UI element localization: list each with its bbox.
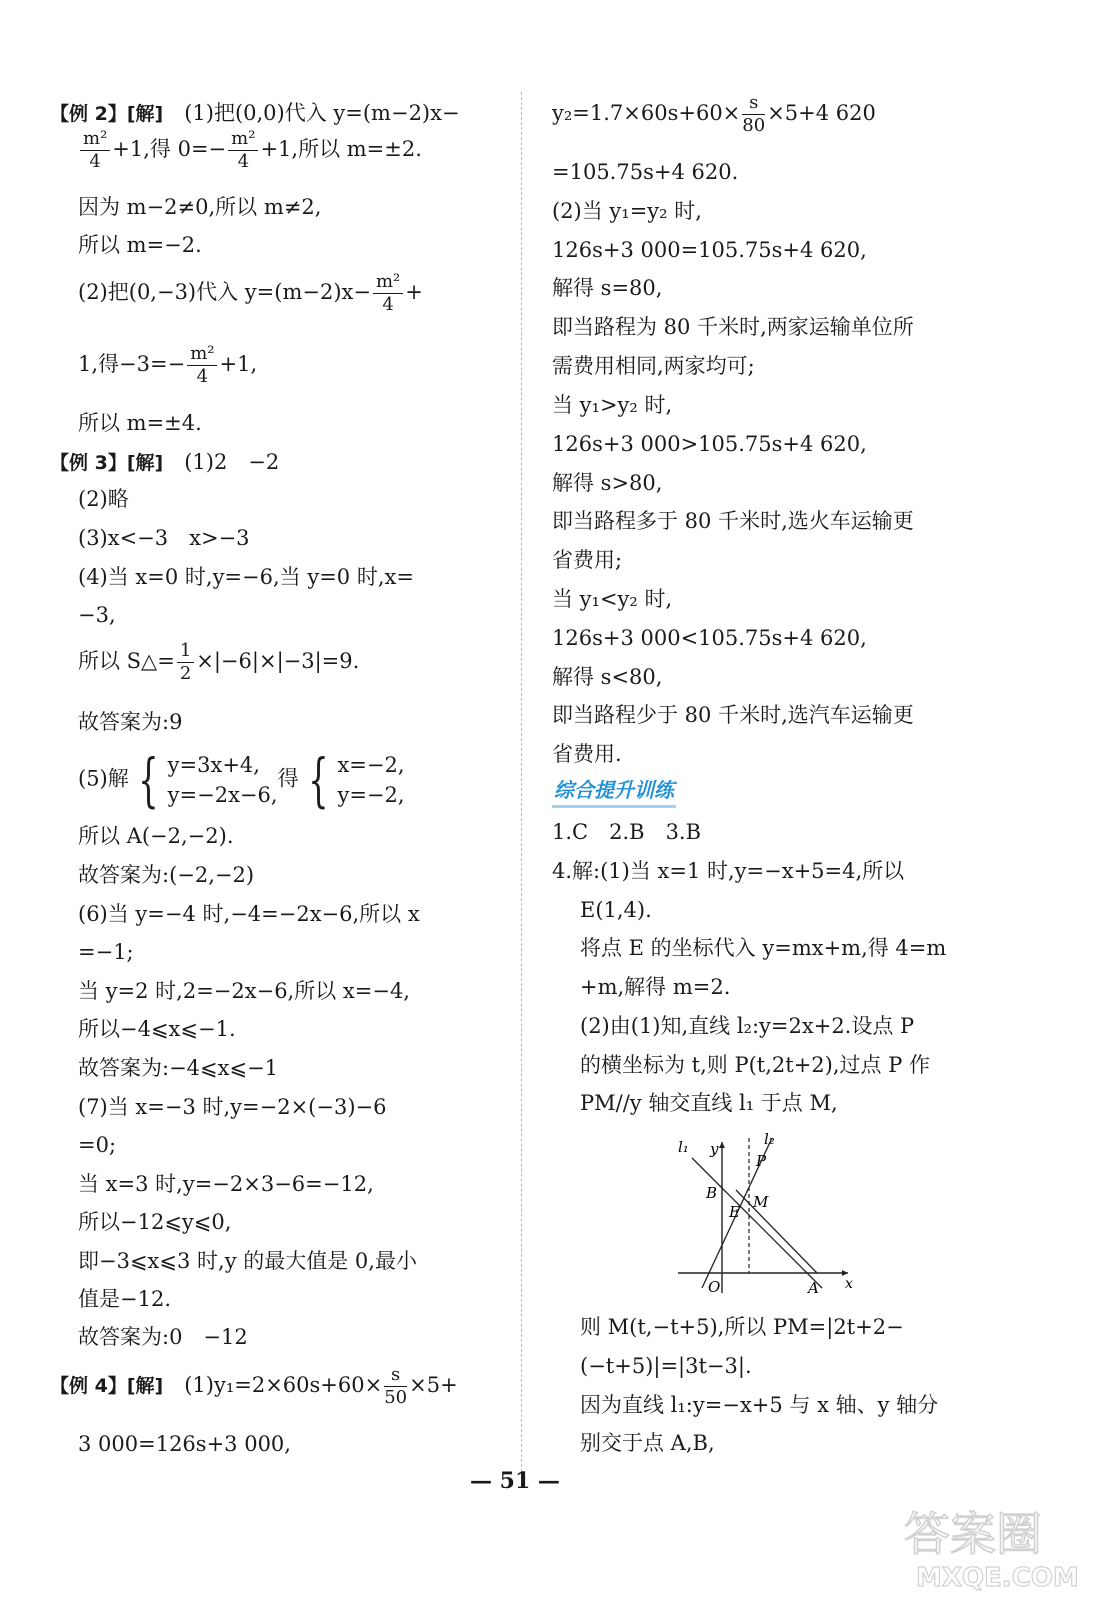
line-text: 所以 S△= <box>78 649 175 673</box>
text-line <box>78 938 134 966</box>
line-text: 解得 s=80, <box>552 276 663 300</box>
label-x: x <box>845 1276 853 1292</box>
line-text: (1)把(0,0)代入 y=(m−2)x− <box>184 101 460 125</box>
text-line <box>552 391 672 419</box>
equation-system <box>337 750 404 810</box>
text-line <box>78 746 405 814</box>
line-text: 得 <box>277 766 299 791</box>
line-text: (7)当 x=−3 时,y=−2×(−3)−6 <box>78 1095 387 1119</box>
column-divider <box>521 92 522 1472</box>
line-text: ×|−6|×|−3|=9. <box>196 649 360 673</box>
line-text: 的横坐标为 t,则 P(t,2t+2),过点 P 作 <box>580 1053 931 1077</box>
line-text: 所以−4⩽x⩽−1. <box>78 1017 236 1041</box>
line-text: (1)y₁=2×60s+60× <box>184 1373 383 1397</box>
line-text: 126s+3 000=105.75s+4 620, <box>552 238 867 262</box>
line-text: 解得 s<80, <box>552 665 663 689</box>
text-line <box>78 1247 417 1275</box>
text-line <box>78 1170 374 1198</box>
line-text: 3 000=126s+3 000, <box>78 1432 291 1456</box>
label-y: y <box>710 1140 719 1158</box>
fraction <box>177 640 194 685</box>
line-text: 值是−12. <box>78 1287 171 1311</box>
text-line <box>78 128 422 173</box>
text-line <box>580 1352 752 1380</box>
example-label: 【例 3】[解] <box>50 452 164 474</box>
line-text: 当 y₁>y₂ 时, <box>552 393 673 417</box>
text-line <box>78 1285 171 1313</box>
line-text: 4.解:(1)当 x=1 时,y=−x+5=4,所以 <box>552 859 905 883</box>
text-line <box>552 197 702 225</box>
text-line <box>78 900 420 928</box>
line-text: 故答案为:0 −12 <box>78 1325 248 1349</box>
numerator: m² <box>80 128 110 151</box>
text-line <box>78 485 129 513</box>
line-text: 省费用. <box>552 742 622 766</box>
line-text: 即当路程少于 80 千米时,选汽车运输更 <box>552 703 914 727</box>
fraction <box>384 1364 407 1409</box>
text-line <box>50 448 279 477</box>
line-text: 所以 A(−2,−2). <box>78 824 234 848</box>
label-O: O <box>708 1278 721 1296</box>
section-heading: 综合提升训练 <box>552 776 676 808</box>
line-text: (4)当 x=0 时,y=−6,当 y=0 时,x= <box>78 565 414 589</box>
numerator: s <box>384 1364 407 1387</box>
equation: x=−2, <box>337 753 405 777</box>
equation: y=−2x−6, <box>167 783 278 807</box>
watermark-logo <box>888 1494 1098 1594</box>
line-text: 当 x=3 时,y=−2×3−6=−12, <box>78 1172 374 1196</box>
line-text: 省费用; <box>552 548 623 572</box>
denominator: 4 <box>89 151 101 172</box>
label-B: B <box>706 1184 718 1202</box>
line-text: 所以 m=−2. <box>78 233 202 257</box>
text-line <box>78 1131 116 1159</box>
line-text: 126s+3 000<105.75s+4 620, <box>552 626 867 650</box>
text-line <box>552 352 755 380</box>
label-l1: l₁ <box>678 1138 689 1156</box>
line-graph-figure <box>672 1128 862 1300</box>
denominator: 4 <box>237 151 250 172</box>
text-line <box>552 818 701 846</box>
numerator: m² <box>228 128 258 151</box>
brace: { <box>307 746 329 814</box>
text-line <box>552 274 662 302</box>
text-line <box>78 1015 236 1043</box>
watermark-top: 答案圈 <box>904 1507 1042 1561</box>
text-line <box>580 973 730 1001</box>
line-text: (−t+5)|=|3t−3|. <box>580 1354 752 1378</box>
line-text: 当 y=2 时,2=−2x−6,所以 x=−4, <box>78 979 410 1003</box>
text-line <box>78 822 234 850</box>
numerator: 1 <box>177 640 194 663</box>
text-line <box>552 663 662 691</box>
line-text: (6)当 y=−4 时,−4=−2x−6,所以 x <box>78 902 420 926</box>
line-text: PM//y 轴交直线 l₁ 于点 M, <box>580 1091 838 1115</box>
example-label: 【例 4】[解] <box>50 1375 164 1397</box>
text-line <box>78 640 359 685</box>
text-line <box>580 1429 715 1457</box>
text-line <box>580 1051 930 1079</box>
line-text: y₂=1.7×60s+60× <box>552 101 741 125</box>
text-line <box>50 1364 458 1409</box>
text-line <box>552 469 662 497</box>
line-text: 126s+3 000>105.75s+4 620, <box>552 432 867 456</box>
text-line <box>78 271 423 316</box>
line-text: 因为直线 l₁:y=−x+5 与 x 轴、y 轴分 <box>580 1393 939 1417</box>
text-line <box>580 1313 904 1341</box>
text-line <box>78 409 202 437</box>
fraction <box>228 128 258 173</box>
text-line <box>552 430 867 458</box>
line-text: 即当路程多于 80 千米时,选火车运输更 <box>552 509 914 533</box>
line-text: (5)解 <box>78 766 129 791</box>
text-line <box>78 977 410 1005</box>
line-text: (2)把(0,−3)代入 y=(m−2)x− <box>78 280 371 304</box>
line-text: 因为 m−2≠0,所以 m≠2, <box>78 195 322 219</box>
line-text: 1.C 2.B 3.B <box>552 820 702 844</box>
fraction <box>373 271 403 316</box>
numerator: m² <box>373 271 403 294</box>
line-text: =−1; <box>78 940 134 964</box>
line-text: (3)x<−3 x>−3 <box>78 526 250 550</box>
page-number: — 51 — <box>470 1468 560 1494</box>
line-text: 故答案为:−4⩽x⩽−1 <box>78 1056 279 1080</box>
denominator: 2 <box>179 663 192 684</box>
label-E: E <box>729 1203 740 1221</box>
brace: { <box>138 746 159 814</box>
text-line <box>552 585 672 613</box>
line-text: 故答案为:(−2,−2) <box>78 863 255 887</box>
text-line <box>78 1208 231 1236</box>
numerator: s <box>742 92 765 115</box>
line-text: 所以 m=±4. <box>78 411 202 435</box>
watermark-bottom: MXQE.COM <box>916 1563 1079 1593</box>
text-line <box>552 92 876 137</box>
text-line <box>78 1093 386 1121</box>
line-text: 需费用相同,两家均可; <box>552 354 755 378</box>
text-line <box>580 1012 914 1040</box>
text-line <box>580 1391 938 1419</box>
line-text: E(1,4). <box>580 898 652 922</box>
text-line <box>552 740 622 768</box>
line-text: ×5+4 620 <box>767 101 876 125</box>
text-line <box>552 701 914 729</box>
text-line <box>78 1054 278 1082</box>
text-line <box>552 546 622 574</box>
equation: y=3x+4, <box>167 753 260 777</box>
fraction <box>742 92 765 137</box>
line-text: 别交于点 A,B, <box>580 1431 715 1455</box>
denominator: 80 <box>742 115 766 136</box>
text-line <box>580 934 946 962</box>
line-text: +m,解得 m=2. <box>580 975 731 999</box>
text-line <box>78 343 257 388</box>
line-text: (2)略 <box>78 487 129 511</box>
line-text: 即−3⩽x⩽3 时,y 的最大值是 0,最小 <box>78 1249 417 1273</box>
text-line <box>552 313 914 341</box>
fraction <box>80 128 110 173</box>
line-text: (2)由(1)知,直线 l₂:y=2x+2.设点 P <box>580 1014 915 1038</box>
line-text: +1,所以 m=±2. <box>260 137 422 161</box>
text-line <box>552 158 738 186</box>
text-line <box>78 601 116 629</box>
line-text: 所以−12⩽y⩽0, <box>78 1210 232 1234</box>
denominator: 50 <box>384 1387 408 1408</box>
line-text: 解得 s>80, <box>552 471 663 495</box>
text-line <box>78 524 250 552</box>
equation: y=−2, <box>337 783 405 807</box>
text-line <box>78 708 182 736</box>
text-line <box>552 236 867 264</box>
example-label: 【例 2】[解] <box>50 103 164 125</box>
line-text: ×5+ <box>409 1373 458 1397</box>
text-line <box>78 861 254 889</box>
line-text: 即当路程为 80 千米时,两家运输单位所 <box>552 315 914 339</box>
line-text: + <box>405 280 423 304</box>
label-A: A <box>808 1279 819 1297</box>
line-text: 故答案为:9 <box>78 710 183 734</box>
equation-system <box>168 750 278 810</box>
line-text: 当 y₁<y₂ 时, <box>552 587 673 611</box>
line-text: +1,得 0=− <box>112 137 227 161</box>
line-text: 则 M(t,−t+5),所以 PM=|2t+2− <box>580 1315 904 1339</box>
label-l2: l₂ <box>764 1130 775 1148</box>
label-P: P <box>756 1152 767 1170</box>
line-text: 1,得−3=− <box>78 352 186 376</box>
numerator: m² <box>187 343 217 366</box>
text-line <box>552 624 867 652</box>
text-line <box>552 857 904 885</box>
line-text: 将点 E 的坐标代入 y=mx+m,得 4=m <box>580 936 947 960</box>
text-line <box>580 896 652 924</box>
text-line <box>50 99 460 128</box>
fraction <box>187 343 217 388</box>
denominator: 4 <box>382 294 394 315</box>
denominator: 4 <box>196 366 209 387</box>
line-text: =105.75s+4 620. <box>552 160 739 184</box>
line-text: (1)2 −2 <box>184 450 280 474</box>
line-text: =0; <box>78 1133 117 1157</box>
line-text: −3, <box>78 603 116 627</box>
text-line <box>78 1323 248 1351</box>
text-line <box>78 563 414 591</box>
text-line <box>78 1430 291 1458</box>
text-line <box>552 507 914 535</box>
line-text: +1, <box>219 352 258 376</box>
line-text: (2)当 y₁=y₂ 时, <box>552 199 702 223</box>
label-M: M <box>753 1193 769 1211</box>
text-line <box>580 1089 838 1117</box>
text-line <box>78 193 321 221</box>
text-line <box>78 231 202 259</box>
